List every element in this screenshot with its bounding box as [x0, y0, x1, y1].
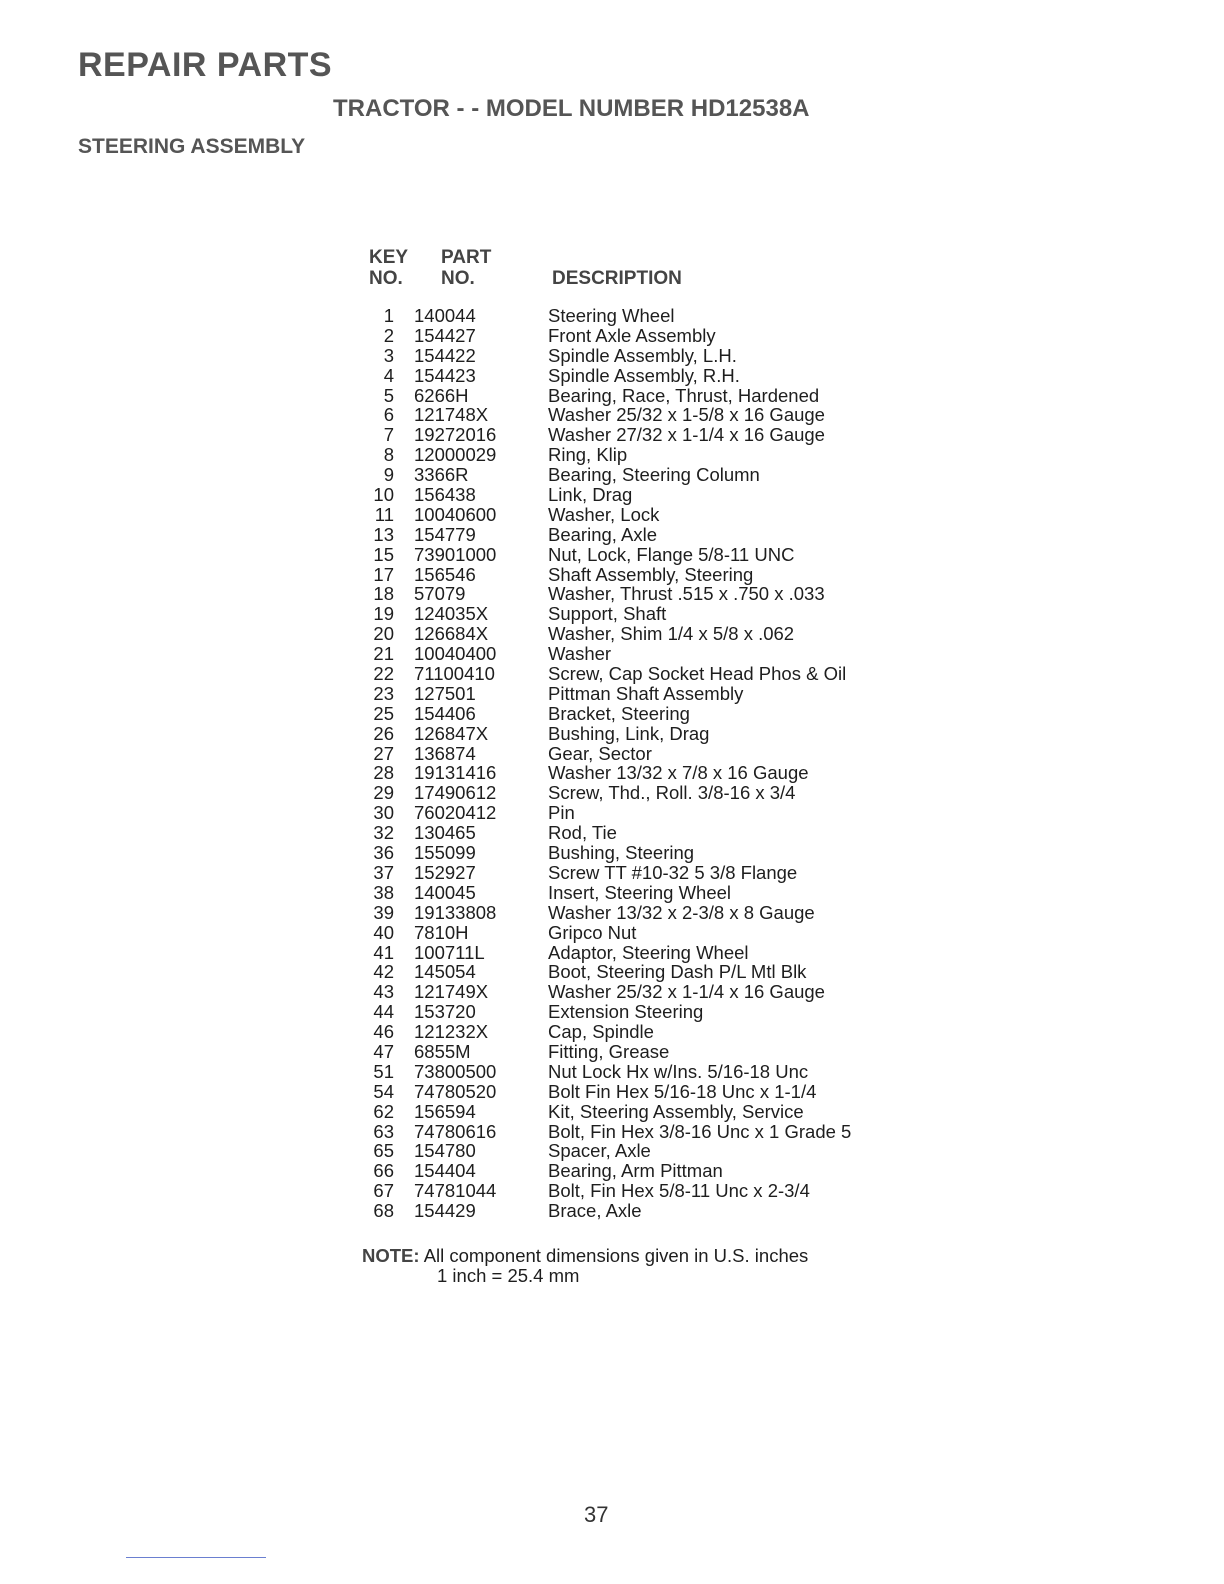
description-cell: Washer 13/32 x 7/8 x 16 Gauge — [548, 762, 809, 784]
table-row — [0, 982, 1224, 1002]
part-no-cell: 130465 — [414, 822, 476, 844]
part-no-cell: 3366R — [414, 464, 469, 486]
column-header-part-line1: PART — [441, 247, 492, 268]
key-no-cell: 63 — [373, 1120, 394, 1142]
model-subtitle: TRACTOR - - MODEL NUMBER HD12538A — [333, 95, 810, 122]
key-no-cell: 54 — [373, 1080, 394, 1102]
column-header-key-line2: NO. — [369, 268, 403, 289]
key-no-cell: 17 — [373, 563, 394, 585]
description-cell: Spacer, Axle — [548, 1140, 651, 1162]
description-cell: Gear, Sector — [548, 742, 652, 764]
part-no-cell: 7810H — [414, 921, 469, 943]
table-row — [0, 425, 1224, 445]
table-row — [0, 1062, 1224, 1082]
table-row — [0, 1022, 1224, 1042]
description-cell: Bolt Fin Hex 5/16-18 Unc x 1-1/4 — [548, 1080, 817, 1102]
key-no-cell: 8 — [383, 444, 394, 466]
key-no-cell: 10 — [373, 484, 394, 506]
part-no-cell: 6266H — [414, 384, 469, 406]
part-no-cell: 74781044 — [414, 1180, 497, 1202]
table-row — [0, 604, 1224, 624]
description-cell: Bearing, Race, Thrust, Hardened — [548, 384, 820, 406]
key-no-cell: 30 — [373, 802, 394, 824]
table-row — [0, 565, 1224, 585]
table-row — [0, 366, 1224, 386]
description-cell: Gripco Nut — [548, 921, 637, 943]
key-no-cell: 26 — [373, 722, 394, 744]
description-cell: Washer 25/32 x 1-1/4 x 16 Gauge — [548, 981, 825, 1003]
section-heading: STEERING ASSEMBLY — [78, 135, 306, 158]
part-no-cell: 124035X — [414, 603, 489, 625]
description-cell: Spindle Assembly, R.H. — [548, 364, 740, 386]
key-no-cell: 5 — [383, 384, 394, 406]
part-no-cell: 121749X — [414, 981, 489, 1003]
table-row — [0, 485, 1224, 505]
part-no-cell: 145054 — [414, 961, 476, 983]
part-no-cell: 156546 — [414, 563, 476, 585]
description-cell: Extension Steering — [548, 1001, 704, 1023]
part-no-cell: 154780 — [414, 1140, 476, 1162]
key-no-cell: 20 — [373, 623, 394, 645]
table-row — [0, 386, 1224, 406]
description-cell: Bushing, Link, Drag — [548, 722, 710, 744]
table-row — [0, 823, 1224, 843]
description-cell: Kit, Steering Assembly, Service — [548, 1100, 804, 1122]
description-cell: Bearing, Steering Column — [548, 464, 760, 486]
table-row — [0, 684, 1224, 704]
part-no-cell: 154423 — [414, 364, 476, 386]
part-no-cell: 126847X — [414, 722, 489, 744]
key-no-cell: 41 — [373, 941, 394, 963]
key-no-cell: 36 — [373, 842, 394, 864]
key-no-cell: 6 — [383, 404, 394, 426]
key-no-cell: 4 — [383, 364, 394, 386]
part-no-cell: 152927 — [414, 861, 476, 883]
description-cell: Pittman Shaft Assembly — [548, 682, 744, 704]
table-row — [0, 644, 1224, 664]
part-no-cell: 10040600 — [414, 503, 497, 525]
part-no-cell: 76020412 — [414, 802, 497, 824]
key-no-cell: 13 — [373, 523, 394, 545]
part-no-cell: 136874 — [414, 742, 476, 764]
table-row — [0, 465, 1224, 485]
key-no-cell: 67 — [373, 1180, 394, 1202]
description-cell: Bolt, Fin Hex 5/8-11 Unc x 2-3/4 — [548, 1180, 810, 1202]
table-row — [0, 923, 1224, 943]
part-no-cell: 6855M — [414, 1040, 471, 1062]
description-cell: Bracket, Steering — [548, 702, 690, 724]
table-row — [0, 903, 1224, 923]
table-row — [0, 1161, 1224, 1181]
description-cell: Insert, Steering Wheel — [548, 881, 732, 903]
table-row — [0, 763, 1224, 783]
part-no-cell: 57079 — [414, 583, 466, 605]
description-cell: Bushing, Steering — [548, 842, 695, 864]
key-no-cell: 23 — [373, 682, 394, 704]
key-no-cell: 18 — [373, 583, 394, 605]
part-no-cell: 154779 — [414, 523, 476, 545]
key-no-cell: 19 — [373, 603, 394, 625]
description-cell: Support, Shaft — [548, 603, 667, 625]
part-no-cell: 154427 — [414, 324, 476, 346]
dimension-note — [362, 1245, 809, 1286]
description-cell: Ring, Klip — [548, 444, 628, 466]
key-no-cell: 42 — [373, 961, 394, 983]
description-cell: Steering Wheel — [548, 305, 675, 326]
description-cell: Bolt, Fin Hex 3/8-16 Unc x 1 Grade 5 — [548, 1120, 852, 1142]
part-no-cell: 19272016 — [414, 424, 497, 446]
part-no-cell: 154404 — [414, 1160, 476, 1182]
table-row — [0, 704, 1224, 724]
table-row — [0, 1102, 1224, 1122]
part-no-cell: 100711L — [414, 941, 485, 963]
key-no-cell: 28 — [373, 762, 394, 784]
table-row — [0, 962, 1224, 982]
description-cell: Nut Lock Hx w/Ins. 5/16-18 Unc — [548, 1060, 809, 1082]
part-no-cell: 19131416 — [414, 762, 497, 784]
description-cell: Cap, Spindle — [548, 1021, 654, 1043]
table-row — [0, 943, 1224, 963]
key-no-cell: 1 — [383, 305, 394, 326]
description-cell: Bearing, Axle — [548, 523, 658, 545]
part-no-cell: 74780616 — [414, 1120, 497, 1142]
description-cell: Bearing, Arm Pittman — [548, 1160, 723, 1182]
table-row — [0, 724, 1224, 744]
table-row — [0, 744, 1224, 764]
key-no-cell: 66 — [373, 1160, 394, 1182]
description-cell: Screw, Cap Socket Head Phos & Oil — [548, 663, 847, 685]
part-no-cell: 156438 — [414, 484, 476, 506]
part-no-cell: 10040400 — [414, 643, 497, 665]
column-header-part-line2: NO. — [441, 268, 475, 289]
key-no-cell: 38 — [373, 881, 394, 903]
part-no-cell: 140044 — [414, 305, 476, 326]
description-cell: Washer 13/32 x 2-3/8 x 8 Gauge — [548, 901, 815, 923]
part-no-cell: 121232X — [414, 1021, 489, 1043]
key-no-cell: 29 — [373, 782, 394, 804]
key-no-cell: 22 — [373, 663, 394, 685]
key-no-cell: 37 — [373, 861, 394, 883]
table-row — [0, 306, 1224, 326]
column-header-description: DESCRIPTION — [552, 268, 682, 289]
description-cell: Washer 25/32 x 1-5/8 x 16 Gauge — [548, 404, 825, 426]
key-no-cell: 68 — [373, 1200, 394, 1222]
description-cell: Spindle Assembly, L.H. — [548, 344, 737, 366]
description-cell: Fitting, Grease — [548, 1040, 670, 1062]
table-row — [0, 1042, 1224, 1062]
key-no-cell: 65 — [373, 1140, 394, 1162]
part-no-cell: 126684X — [414, 623, 489, 645]
key-no-cell: 39 — [373, 901, 394, 923]
scan-edge-line — [126, 1557, 266, 1558]
parts-table — [0, 306, 1224, 1221]
table-row — [0, 803, 1224, 823]
description-cell: Washer — [548, 643, 612, 665]
table-row — [0, 863, 1224, 883]
key-no-cell: 44 — [373, 1001, 394, 1023]
key-no-cell: 25 — [373, 702, 394, 724]
table-row — [0, 405, 1224, 425]
table-row — [0, 783, 1224, 803]
key-no-cell: 27 — [373, 742, 394, 764]
key-no-cell: 40 — [373, 921, 394, 943]
description-cell: Screw TT #10-32 5 3/8 Flange — [548, 861, 798, 883]
column-header-key-no — [369, 247, 408, 289]
table-row — [0, 1082, 1224, 1102]
part-no-cell: 73800500 — [414, 1060, 497, 1082]
key-no-cell: 2 — [383, 324, 394, 346]
table-row — [0, 1181, 1224, 1201]
table-row — [0, 505, 1224, 525]
key-no-cell: 11 — [374, 503, 394, 525]
note-line2: 1 inch = 25.4 mm — [437, 1265, 580, 1286]
description-cell: Washer, Lock — [548, 503, 660, 525]
description-cell: Washer, Thrust .515 x .750 x .033 — [548, 583, 825, 605]
key-no-cell: 62 — [373, 1100, 394, 1122]
part-no-cell: 74780520 — [414, 1080, 497, 1102]
part-no-cell: 154429 — [414, 1200, 476, 1222]
table-row — [0, 843, 1224, 863]
column-header-key-line1: KEY — [369, 247, 409, 268]
part-no-cell: 19133808 — [414, 901, 497, 923]
page-number: 37 — [584, 1502, 609, 1527]
key-no-cell: 46 — [373, 1021, 394, 1043]
description-cell: Washer, Shim 1/4 x 5/8 x .062 — [548, 623, 795, 645]
key-no-cell: 15 — [373, 543, 394, 565]
description-cell: Screw, Thd., Roll. 3/8-16 x 3/4 — [548, 782, 796, 804]
description-cell: Front Axle Assembly — [548, 324, 716, 346]
note-line1: All component dimensions given in U.S. inches — [423, 1245, 809, 1266]
part-no-cell: 155099 — [414, 842, 476, 864]
table-row — [0, 1201, 1224, 1221]
description-cell: Washer 27/32 x 1-1/4 x 16 Gauge — [548, 424, 825, 446]
table-row — [0, 883, 1224, 903]
page-title: REPAIR PARTS — [78, 46, 333, 84]
part-no-cell: 12000029 — [414, 444, 497, 466]
description-cell: Brace, Axle — [548, 1200, 642, 1222]
table-row — [0, 346, 1224, 366]
part-no-cell: 154406 — [414, 702, 476, 724]
key-no-cell: 7 — [383, 424, 394, 446]
key-no-cell: 47 — [373, 1040, 394, 1062]
key-no-cell: 3 — [383, 344, 394, 366]
part-no-cell: 73901000 — [414, 543, 497, 565]
part-no-cell: 140045 — [414, 881, 476, 903]
part-no-cell: 121748X — [414, 404, 489, 426]
table-row — [0, 525, 1224, 545]
table-row — [0, 624, 1224, 644]
table-row — [0, 664, 1224, 684]
description-cell: Shaft Assembly, Steering — [548, 563, 754, 585]
part-no-cell: 71100410 — [414, 663, 495, 685]
key-no-cell: 21 — [373, 643, 394, 665]
note-label: NOTE: — [362, 1245, 420, 1266]
description-cell: Adaptor, Steering Wheel — [548, 941, 749, 963]
table-row — [0, 545, 1224, 565]
part-no-cell: 127501 — [414, 682, 476, 704]
key-no-cell: 43 — [373, 981, 394, 1003]
key-no-cell: 32 — [373, 822, 394, 844]
description-cell: Nut, Lock, Flange 5/8-11 UNC — [548, 543, 795, 565]
description-cell: Pin — [548, 802, 575, 824]
description-cell: Boot, Steering Dash P/L Mtl Blk — [548, 961, 807, 983]
table-row — [0, 1141, 1224, 1161]
key-no-cell: 51 — [373, 1060, 394, 1082]
table-row — [0, 1002, 1224, 1022]
part-no-cell: 154422 — [414, 344, 476, 366]
part-no-cell: 156594 — [414, 1100, 476, 1122]
table-row — [0, 584, 1224, 604]
table-row — [0, 1122, 1224, 1142]
part-no-cell: 17490612 — [414, 782, 497, 804]
description-cell: Link, Drag — [548, 484, 633, 506]
table-row — [0, 326, 1224, 346]
part-no-cell: 153720 — [414, 1001, 476, 1023]
column-header-part-no — [441, 247, 491, 289]
key-no-cell: 9 — [383, 464, 394, 486]
description-cell: Rod, Tie — [548, 822, 617, 844]
table-row — [0, 445, 1224, 465]
